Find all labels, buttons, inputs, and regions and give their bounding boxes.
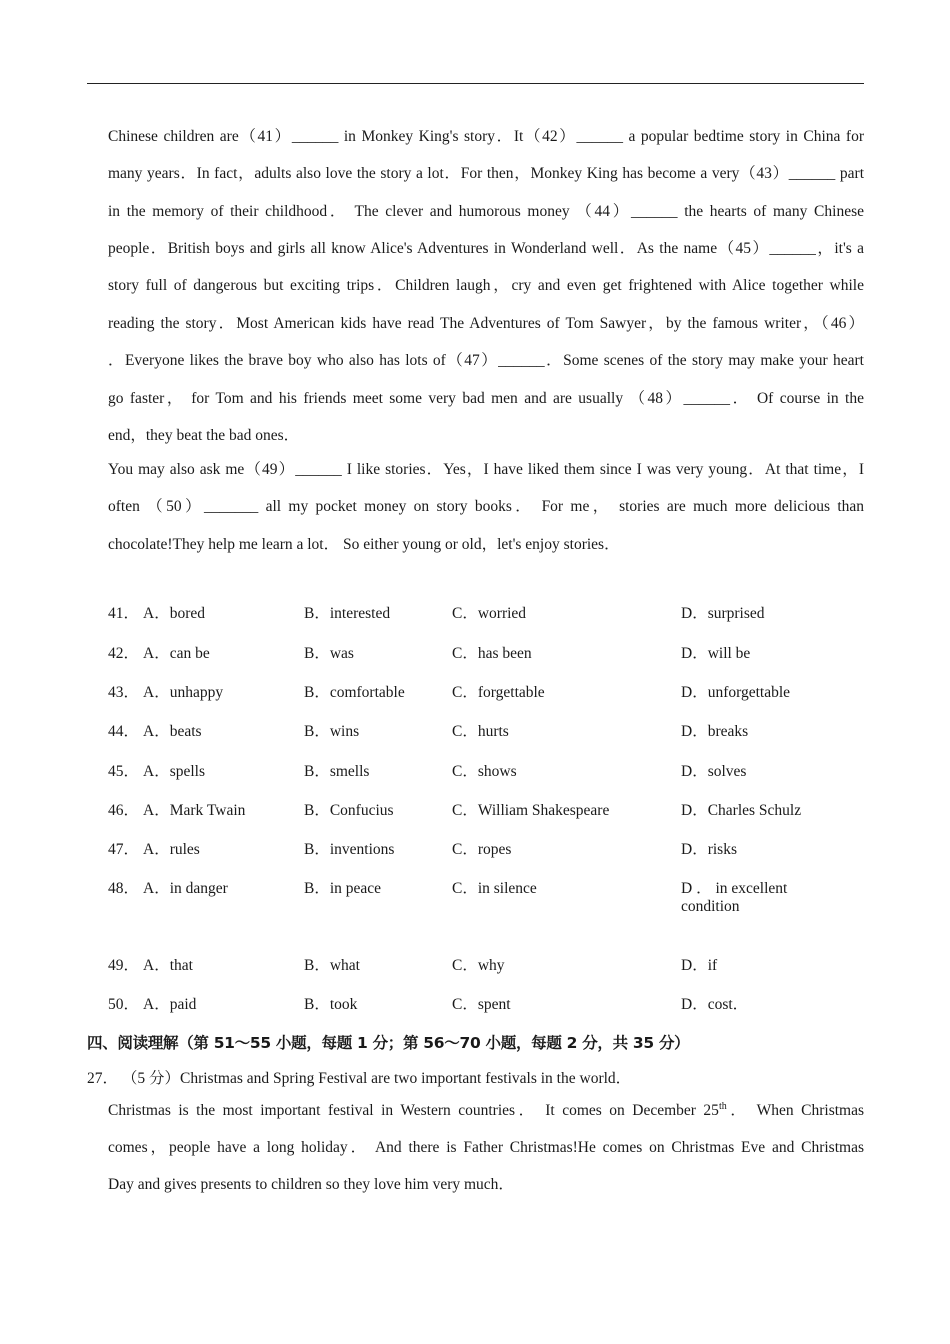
question-number: 45．	[108, 763, 140, 780]
question-number: 44．	[108, 723, 140, 740]
option-c: C．hurts	[452, 723, 509, 740]
option-b: B．interested	[304, 605, 391, 622]
section-heading: 四、阅读理解（第 51～55 小题，每题 1 分；第 56～70 小题，每题 2 分，共 35 分）	[87, 1034, 690, 1052]
option-d: D．surprised	[681, 605, 765, 622]
passage-line: go faster， for Tom and his friends meet some very bad men and are usually （48）______． Of course in the	[108, 390, 864, 407]
question-row	[108, 956, 864, 976]
option-c: C．in silence	[452, 880, 537, 897]
question-number: 46．	[108, 802, 140, 819]
option-c: C．shows	[452, 763, 517, 780]
option-d: D．solves	[681, 763, 747, 780]
passage-line: You may also ask me（49）______ I like stories．Yes，I have liked them since I was very young．At that time，I	[108, 461, 864, 478]
question-number: 41．	[108, 605, 140, 622]
option-b: B．was	[304, 645, 354, 662]
option-a: A．that	[143, 957, 193, 974]
option-a: A．Mark Twain	[143, 802, 246, 819]
reading-line	[108, 1101, 864, 1121]
option-d: D．cost．	[681, 996, 749, 1013]
passage-line: often （50）_______ all my pocket money on story books． For me， stories are much more delicious than	[108, 498, 864, 515]
option-d: D．risks	[681, 841, 737, 858]
option-d: D．breaks	[681, 723, 749, 740]
question-number: 48．	[108, 880, 140, 897]
option-b: B．inventions	[304, 841, 395, 858]
question-row	[108, 722, 864, 742]
option-a: A．paid	[143, 996, 197, 1013]
option-d: D．will be	[681, 645, 751, 662]
option-c: C．why	[452, 957, 505, 974]
passage-line: story full of dangerous but exciting trips．Children laugh，cry and even get frightened with Alice together while	[108, 277, 864, 294]
passage-line: end，they beat the bad ones．	[108, 427, 300, 444]
question-number: 50．	[108, 996, 140, 1013]
passage-line: in the memory of their childhood． The clever and humorous money （44）______ the hearts of many Chinese	[108, 203, 864, 220]
option-a: A．beats	[143, 723, 202, 740]
reading-line: Day and gives presents to children so they love him very much．	[108, 1176, 514, 1193]
question-row	[108, 762, 864, 782]
question-row	[108, 840, 864, 860]
option-a: A．spells	[143, 763, 206, 780]
option-a: A．bored	[143, 605, 205, 622]
question-number: 49．	[108, 957, 140, 974]
question-number: 42．	[108, 645, 140, 662]
passage-line: reading the story．Most American kids have read The Adventures of Tom Sawyer，by the famous writer，（46）	[108, 315, 864, 332]
option-d-line1: D ． in excellent	[681, 880, 788, 897]
reading-line: comes，people have a long holiday． And there is Father Christmas!He comes on Christmas Eve and Christmas	[108, 1139, 864, 1156]
question-row	[108, 995, 864, 1015]
option-b: B．in peace	[304, 880, 382, 897]
question-number: 43．	[108, 684, 140, 701]
option-c: C．worried	[452, 605, 527, 622]
option-d: D．if	[681, 957, 718, 974]
question-row	[108, 644, 864, 664]
question-row	[108, 801, 864, 821]
question-number: 47．	[108, 841, 140, 858]
option-b: B．wins	[304, 723, 360, 740]
passage-line: many years．In fact，adults also love the story a lot．For then，Monkey King has become a very（43）______ part	[108, 165, 864, 182]
question-row	[108, 683, 864, 703]
reading-text: ． When Christmas	[726, 1102, 864, 1119]
option-c: C．spent	[452, 996, 511, 1013]
option-a: A．rules	[143, 841, 200, 858]
option-c: C．forgettable	[452, 684, 545, 701]
option-b: B．smells	[304, 763, 370, 780]
option-d: D．unforgettable	[681, 684, 791, 701]
option-d-line2: condition	[681, 898, 740, 915]
option-b: B．what	[304, 957, 360, 974]
option-a: A．can be	[143, 645, 210, 662]
option-c: C．has been	[452, 645, 532, 662]
header-rule	[87, 83, 864, 84]
option-c: C．William Shakespeare	[452, 802, 610, 819]
reading-text: Christmas is the most important festival in Western countries． It comes on December 25	[108, 1102, 719, 1119]
ordinal-suffix: th	[718, 1101, 727, 1112]
option-a: A．in danger	[143, 880, 228, 897]
option-a: A．unhappy	[143, 684, 224, 701]
passage-line: chocolate!They help me learn a lot． So either young or old，let's enjoy stories．	[108, 536, 620, 553]
option-c: C．ropes	[452, 841, 512, 858]
question-row	[108, 604, 864, 624]
passage-line: Chinese children are（41）______ in Monkey King's story．It（42）______ a popular bedtime story in China for	[108, 128, 864, 145]
option-b: B．took	[304, 996, 358, 1013]
option-d: D．Charles Schulz	[681, 802, 802, 819]
passage-line: people．British boys and girls all know Alice's Adventures in Wonderland well．As the name（45）______，it's a	[108, 240, 864, 257]
option-b: B．Confucius	[304, 802, 394, 819]
passage-line: ．Everyone likes the brave boy who also has lots of（47）______．Some scenes of the story may make your heart	[108, 352, 864, 369]
question-row	[108, 879, 864, 915]
option-b: B．comfortable	[304, 684, 405, 701]
question-27-intro: 27． （5 分）Christmas and Spring Festival are two important festivals in the world．	[87, 1070, 632, 1087]
